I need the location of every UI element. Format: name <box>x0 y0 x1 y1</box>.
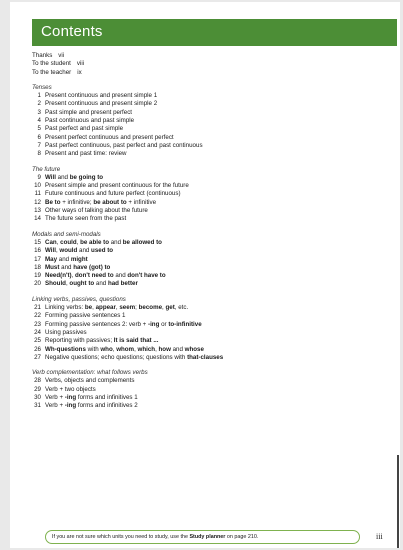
unit-item[interactable] <box>32 337 382 345</box>
unit-item[interactable] <box>32 394 382 402</box>
front-matter-list <box>32 52 382 77</box>
unit-number: 26 <box>34 345 41 353</box>
unit-title-bold: -ing <box>148 320 160 328</box>
unit-title-text: and <box>109 238 123 246</box>
unit-number: 4 <box>37 117 41 125</box>
unit-title-bold: be about to <box>93 198 127 206</box>
unit-item[interactable] <box>32 377 382 385</box>
unit-title <box>45 247 113 255</box>
unit-title-bold: become <box>138 304 163 312</box>
unit-title-text: , etc. <box>174 304 189 312</box>
front-matter-label: To the teacher <box>32 68 72 76</box>
unit-title-text: Reporting with passives; <box>45 337 114 345</box>
unit-title-bold: don't need to <box>75 272 114 280</box>
unit-title <box>45 134 174 142</box>
unit-title <box>45 377 134 385</box>
unit-title-text: , <box>65 280 70 288</box>
front-matter-item[interactable] <box>32 69 382 77</box>
unit-title <box>45 394 138 402</box>
unit-item[interactable] <box>32 142 382 150</box>
unit-title-text: , <box>115 304 120 312</box>
unit-title-text: Verb + <box>45 393 65 401</box>
unit-title-bold: ought to <box>69 280 95 288</box>
unit-title-bold: to-infinitive <box>168 320 202 328</box>
unit-item[interactable] <box>32 182 382 190</box>
front-matter-label: To the student <box>32 60 71 68</box>
section-block <box>32 369 382 410</box>
unit-number: 29 <box>34 385 41 393</box>
unit-title <box>45 321 202 329</box>
unit-title-bold: May <box>45 255 58 263</box>
unit-title-text: and <box>113 272 128 280</box>
unit-title <box>45 215 126 223</box>
unit-title-bold: Need(n't) <box>45 272 72 280</box>
unit-title-text: , <box>112 345 117 353</box>
unit-number: 31 <box>34 402 41 410</box>
unit-title-text: Present and past time: review <box>45 150 127 158</box>
unit-title-bold: could <box>60 238 77 246</box>
unit-title-text: Past continuous and past simple <box>45 117 135 125</box>
unit-title <box>45 329 87 337</box>
unit-item[interactable] <box>32 329 382 337</box>
contents-header <box>32 19 397 46</box>
unit-number: 15 <box>34 238 41 246</box>
unit-title-bold: Will <box>45 173 56 181</box>
unit-title-text: Verb + two objects <box>45 385 96 393</box>
unit-number: 25 <box>34 337 41 345</box>
unit-title-bold: It is said that ... <box>113 337 159 345</box>
unit-title-bold: be going to <box>69 173 104 181</box>
sections <box>32 84 382 411</box>
unit-item[interactable] <box>32 239 382 247</box>
unit-number: 6 <box>37 133 41 141</box>
section-block <box>32 84 382 159</box>
unit-item[interactable] <box>32 199 382 207</box>
unit-title-text: Other ways of talking about the future <box>45 207 148 215</box>
unit-title-text: , <box>76 238 81 246</box>
unit-title <box>45 304 188 312</box>
unit-title-text: Past perfect continuous, past perfect and past continuous <box>45 141 203 149</box>
unit-title <box>45 117 134 125</box>
unit-title-bold: seem <box>119 304 136 312</box>
unit-title-text: Verb + <box>45 402 65 410</box>
contents-list <box>32 52 382 411</box>
unit-title <box>45 182 189 190</box>
unit-title-bold: Be to <box>45 198 61 206</box>
unit-title-text: Using passives <box>45 328 87 336</box>
unit-number: 7 <box>37 141 41 149</box>
unit-title-bold: which <box>137 345 156 353</box>
unit-number: 17 <box>34 255 41 263</box>
unit-number: 21 <box>34 304 41 312</box>
unit-title <box>45 109 132 117</box>
page-title: Contents <box>41 23 103 40</box>
section-title: The future <box>32 165 61 173</box>
unit-title-text: , <box>71 272 76 280</box>
unit-title-bold: be allowed to <box>122 238 162 246</box>
unit-item[interactable] <box>32 386 382 394</box>
unit-item[interactable] <box>32 109 382 117</box>
unit-title-bold: Will <box>45 247 56 255</box>
unit-number: 13 <box>34 207 41 215</box>
unit-title-text: Linking verbs: <box>45 304 85 312</box>
unit-number: 11 <box>34 190 41 198</box>
unit-title <box>45 402 138 410</box>
unit-number: 28 <box>34 377 41 385</box>
unit-number: 10 <box>34 182 41 190</box>
unit-item[interactable] <box>32 100 382 108</box>
unit-item[interactable] <box>32 207 382 215</box>
unit-title-bold: who <box>100 345 113 353</box>
unit-title <box>45 207 148 215</box>
unit-title <box>45 280 138 288</box>
book-page <box>10 2 400 548</box>
unit-title <box>45 337 159 345</box>
unit-item[interactable] <box>32 346 382 354</box>
unit-item[interactable] <box>32 92 382 100</box>
unit-title <box>45 312 125 320</box>
unit-item[interactable] <box>32 134 382 142</box>
unit-title <box>45 190 181 198</box>
unit-item[interactable] <box>32 321 382 329</box>
unit-title-bold: appear <box>95 304 116 312</box>
unit-title <box>45 100 157 108</box>
unit-title-text: , <box>155 345 159 353</box>
section-block <box>32 231 382 289</box>
front-matter-label: Thanks <box>32 52 53 59</box>
unit-title-text: Verbs, objects and complements <box>45 377 135 385</box>
unit-item[interactable] <box>32 264 382 272</box>
unit-title-text: Present perfect continuous and present perfect <box>45 133 174 141</box>
unit-item[interactable] <box>32 150 382 158</box>
unit-title <box>45 142 203 150</box>
section-title: Linking verbs, passives, questions <box>32 295 126 303</box>
unit-number: 23 <box>34 320 41 328</box>
page-number: iii <box>376 532 383 541</box>
unit-title-text: , <box>92 304 96 312</box>
unit-title <box>45 386 96 394</box>
unit-title-bold: be <box>84 304 93 312</box>
unit-number: 16 <box>34 247 41 255</box>
unit-title-text: forms and infinitives 2 <box>76 402 138 410</box>
page-edge-divider <box>397 455 399 548</box>
unit-number: 2 <box>37 100 41 108</box>
unit-title-bold: -ing <box>64 393 77 401</box>
unit-title <box>45 199 156 207</box>
unit-title-text: + infinitive; <box>60 198 94 206</box>
unit-title-text: Present continuous and present simple 2 <box>45 100 158 108</box>
unit-title-text: and <box>55 173 70 181</box>
unit-number: 14 <box>34 215 41 223</box>
section-title: Verb complementation: what follows verbs <box>32 369 148 377</box>
front-matter-item[interactable] <box>32 52 382 60</box>
unit-title-text: and <box>77 247 92 255</box>
unit-number: 19 <box>34 272 41 280</box>
unit-title-bold: had better <box>107 280 138 288</box>
unit-title-bold: that-clauses <box>187 353 224 361</box>
unit-title-text: Forming passive sentences 1 <box>45 312 126 320</box>
unit-title-text: , <box>134 345 138 353</box>
unit-title-text: Present simple and present continuous for the future <box>45 182 189 190</box>
unit-title-bold: whose <box>184 345 204 353</box>
unit-title-text: Forming passive sentences 2: verb + <box>45 320 149 328</box>
unit-title-text: and <box>59 263 74 271</box>
unit-title-text: + infinitive <box>126 198 157 206</box>
unit-title <box>45 256 88 264</box>
unit-title-text: forms and infinitives 1 <box>76 393 138 401</box>
unit-title <box>45 125 123 133</box>
unit-item[interactable] <box>32 215 382 223</box>
unit-item[interactable] <box>32 174 382 182</box>
unit-item[interactable] <box>32 247 382 255</box>
unit-title-bold: might <box>70 255 88 263</box>
unit-number: 24 <box>34 328 41 336</box>
unit-title-bold: used to <box>91 247 114 255</box>
unit-title-text: and <box>94 280 108 288</box>
unit-title-text: and <box>57 255 71 263</box>
unit-number: 8 <box>37 150 41 158</box>
unit-number: 18 <box>34 263 41 271</box>
unit-item[interactable] <box>32 312 382 320</box>
unit-item[interactable] <box>32 125 382 133</box>
unit-title <box>45 346 204 354</box>
unit-number: 9 <box>37 173 41 181</box>
note-text: If you are not sure which units you need to study, use the <box>52 534 190 540</box>
unit-title-bold: would <box>59 247 78 255</box>
unit-number: 30 <box>34 393 41 401</box>
unit-number: 3 <box>37 108 41 116</box>
study-planner-link[interactable]: Study planner <box>189 534 226 540</box>
unit-number: 20 <box>34 280 41 288</box>
unit-number: 22 <box>34 312 41 320</box>
unit-item[interactable] <box>32 280 382 288</box>
unit-title-text: The future seen from the past <box>45 215 127 223</box>
unit-title-text: Present continuous and present simple 1 <box>45 92 158 100</box>
section-title: Tenses <box>32 83 52 91</box>
unit-number: 1 <box>37 92 41 100</box>
unit-title-text: Future continuous and future perfect (continuous) <box>45 190 181 198</box>
front-matter-page: ix <box>77 68 82 76</box>
unit-title <box>45 150 127 158</box>
section-title: Modals and semi-modals <box>32 230 101 238</box>
front-matter-page: viii <box>76 60 85 68</box>
unit-title-bold: Wh-questions <box>45 345 86 353</box>
unit-title-text: , <box>56 238 61 246</box>
note-text-end: on page 210. <box>225 534 259 540</box>
front-matter-item[interactable] <box>32 60 382 68</box>
unit-title <box>45 174 103 182</box>
unit-title-text: with <box>85 345 101 353</box>
unit-title-text: Past perfect and past simple <box>45 125 124 133</box>
unit-title-text: , <box>55 247 60 255</box>
front-matter-page: vii <box>58 52 65 59</box>
unit-number: 12 <box>34 198 41 206</box>
unit-title-bold: have (got) to <box>73 263 111 271</box>
study-planner-note <box>45 530 360 544</box>
unit-title-text: , <box>162 304 166 312</box>
unit-title-bold: how <box>158 345 171 353</box>
unit-number: 27 <box>34 353 41 361</box>
unit-item[interactable] <box>32 117 382 125</box>
unit-title-text: Past simple and present perfect <box>45 108 133 116</box>
unit-title-text: and <box>170 345 185 353</box>
unit-title <box>45 264 110 272</box>
unit-title-bold: Should <box>45 280 66 288</box>
unit-title <box>45 239 162 247</box>
unit-title <box>45 92 157 100</box>
unit-item[interactable] <box>32 256 382 264</box>
unit-title-text: Negative questions; echo questions; questions with <box>45 353 188 361</box>
unit-number: 5 <box>37 125 41 133</box>
unit-title-text: or <box>159 320 169 328</box>
unit-title-bold: don't have to <box>127 272 166 280</box>
unit-title-bold: Can <box>45 238 57 246</box>
unit-item[interactable] <box>32 190 382 198</box>
unit-title-bold: whom <box>116 345 135 353</box>
unit-item[interactable] <box>32 272 382 280</box>
unit-title-bold: be able to <box>80 238 109 246</box>
unit-title <box>45 272 166 280</box>
section-block <box>32 296 382 362</box>
unit-title-bold: get <box>165 304 175 312</box>
unit-title-bold: Must <box>45 263 60 271</box>
unit-title-bold: -ing <box>64 402 77 410</box>
section-block <box>32 166 382 224</box>
unit-item[interactable] <box>32 354 382 362</box>
unit-item[interactable] <box>32 304 382 312</box>
unit-title-text: ; <box>135 304 139 312</box>
unit-item[interactable] <box>32 402 382 410</box>
unit-title <box>45 354 223 362</box>
